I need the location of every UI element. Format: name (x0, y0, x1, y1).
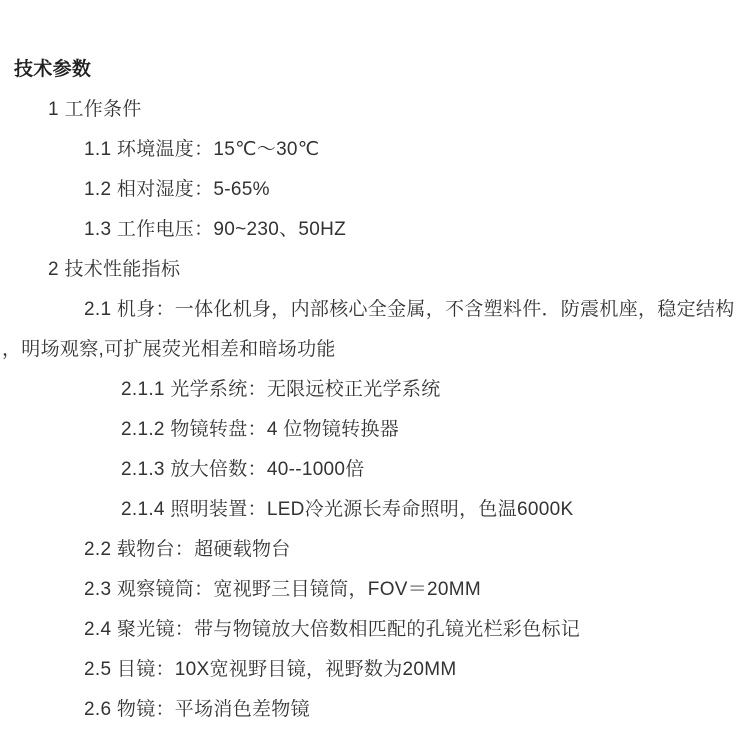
spec-line-condenser: 2.4 聚光镜：带与物镜放大倍数相匹配的孔镜光栏彩色标记 (84, 619, 581, 640)
spec-line-magnification: 2.1.3 放大倍数：40--1000倍 (121, 459, 365, 480)
spec-line-relative-humidity: 1.2 相对湿度：5-65% (84, 179, 270, 200)
spec-line-stage: 2.2 载物台：超硬载物台 (84, 539, 291, 560)
spec-line-ambient-temperature: 1.1 环境温度：15℃～30℃ (84, 139, 320, 160)
spec-line-objective: 2.6 物镜：平场消色差物镜 (84, 699, 310, 720)
spec-line-observation-tube: 2.3 观察镜筒：宽视野三目镜筒，FOV＝20MM (84, 579, 482, 600)
doc-title: 技术参数 (14, 59, 92, 80)
spec-line-optical-system: 2.1.1 光学系统：无限远校正光学系统 (121, 379, 441, 400)
spec-line-performance-index: 2 技术性能指标 (48, 259, 181, 280)
spec-line-body-continuation: ，明场观察,可扩展荧光相差和暗场功能 (2, 339, 336, 360)
spec-line-body: 2.1 机身：一体化机身，内部核心全金属，不含塑料件．防震机座，稳定结构 (84, 299, 735, 320)
spec-line-nosepiece: 2.1.2 物镜转盘：4 位物镜转换器 (121, 419, 400, 440)
spec-line-eyepiece: 2.5 目镜：10X宽视野目镜，视野数为20MM (84, 659, 457, 680)
spec-line-illumination: 2.1.4 照明装置：LED冷光源长寿命照明，色温6000K (121, 499, 574, 520)
spec-line-working-voltage: 1.3 工作电压：90~230、50HZ (84, 219, 347, 240)
spec-line-working-conditions: 1 工作条件 (48, 99, 142, 120)
